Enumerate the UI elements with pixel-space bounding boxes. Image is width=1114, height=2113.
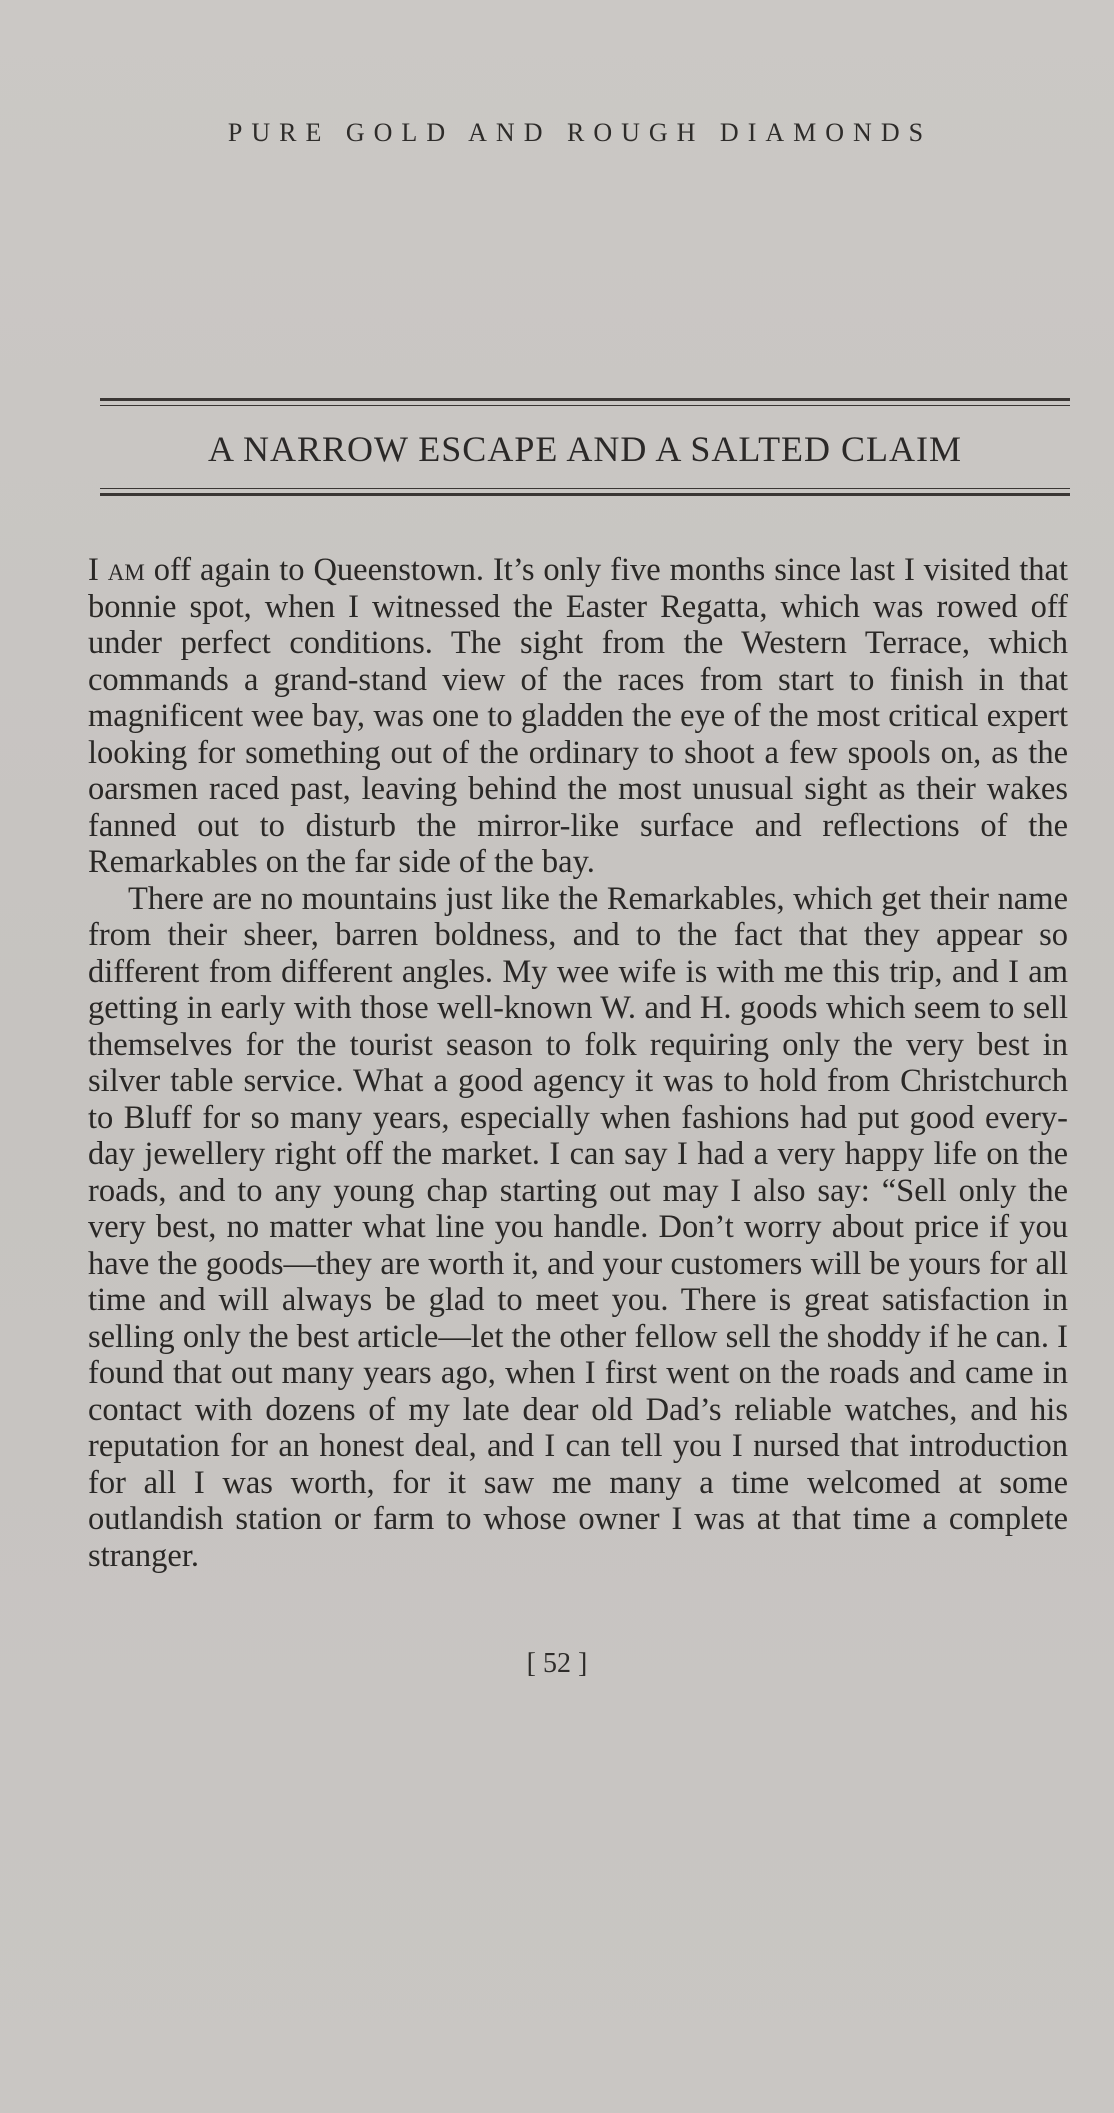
title-rule-top xyxy=(100,398,1070,406)
rule-thin xyxy=(100,405,1070,406)
rule-thin xyxy=(100,488,1070,489)
paragraph-2: There are no mountains just like the Remarkables, which get their name from their sheer, barren boldness, and to the fact that they appear so different from different angles. My wee wife is with me this trip, and I am getting in early with those well-known W. and H. goods which seem to sell themselves for the tourist season to folk requiring only the very best in silver table service. What a good agency it was to hold from Christchurch to Bluff for so many years, especially when fashions had put good every-day jewellery right off the market. I can say I had a very happy life on the roads, and to any young chap starting out may I also say: “Sell only the very best, no matter what line you handle. Don’t worry about price if you have the goods—they are worth it, and your customers will be yours for all time and will always be glad to meet you. There is great satisfaction in selling only the best article—let the other fellow sell the shoddy if he can. I found that out many years ago, when I first went on the roads and came in contact with dozens of my late dear old Dad’s reliable watches, and his reputation for an honest deal, and I can tell you I nursed that introduction for all I was worth, for it saw me many a time welcomed at some outlandish station or farm to whose owner I was at that time a complete stranger. xyxy=(88,880,1068,1574)
drop-initial: I xyxy=(88,552,99,588)
rule-thick xyxy=(100,398,1070,401)
paragraph-1 xyxy=(88,552,1068,881)
body-text xyxy=(88,552,1068,1574)
title-rule-bottom xyxy=(100,488,1070,496)
chapter-title: A NARROW ESCAPE AND A SALTED CLAIM xyxy=(207,429,963,469)
paragraph-1-text: off again to Queenstown. It’s only five months since last I visited that bonnie spot, when I witnessed the Easter Regatta, which was rowed off under perfect conditions. The sight from the Western Terrace, which commands a grand-stand view of the races from start to finish in that magnificent wee bay, was one to gladden the eye of the most critical expert looking for something out of the ordinary to shoot a few spools on, as the oarsmen raced past, leaving behind the most unusual sight as their wakes fanned out to disturb the mirror-like surface and reflections of the Remarkables on the far side of the bay. xyxy=(88,552,1068,880)
running-head: PURE GOLD AND ROUGH DIAMONDS xyxy=(227,118,933,147)
smallcaps-lead: am xyxy=(107,552,145,588)
rule-thick xyxy=(100,493,1070,496)
page-number: [ 52 ] xyxy=(526,1648,588,1679)
